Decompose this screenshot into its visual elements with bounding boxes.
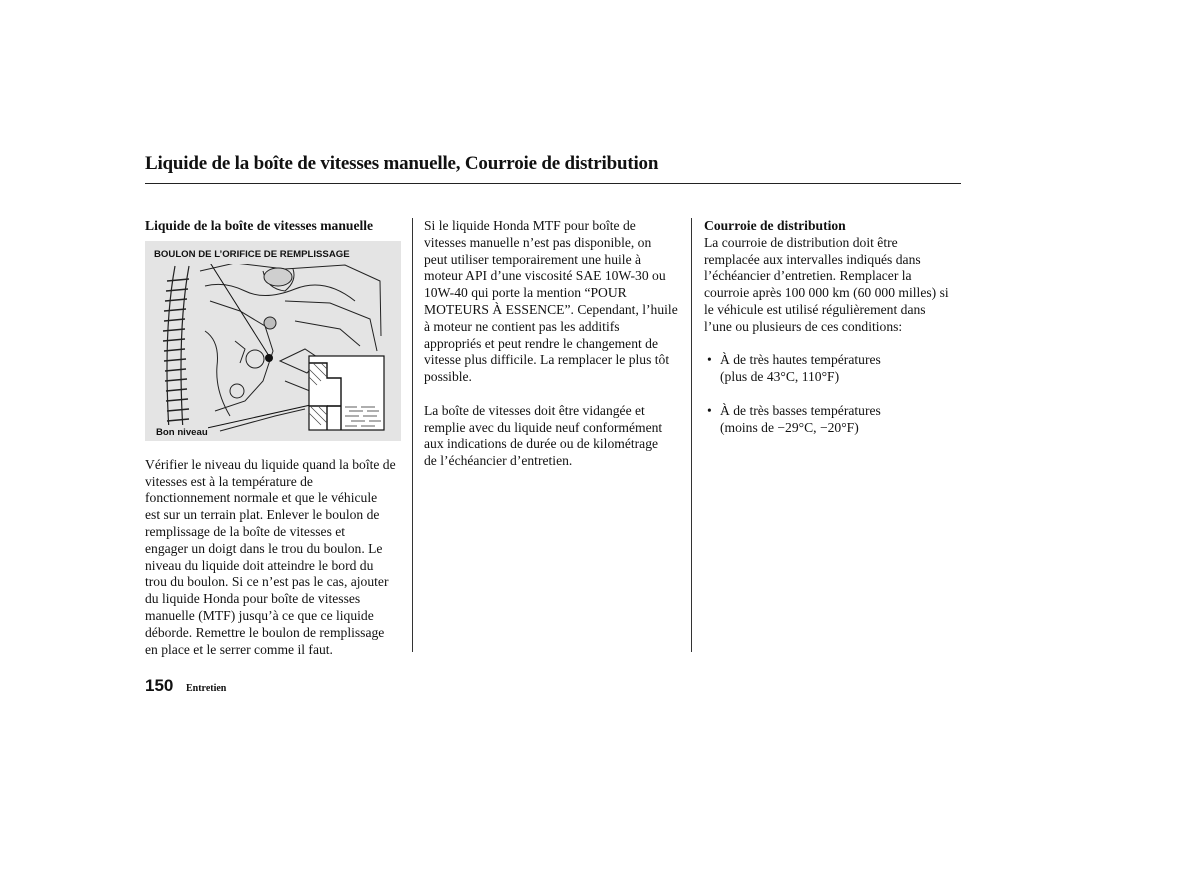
column-divider	[691, 218, 692, 652]
section-heading-mtf: Liquide de la boîte de vitesses manuelle	[145, 218, 374, 233]
bullet-text: (plus de 43°C, 110°F)	[720, 369, 840, 385]
text-line: 10W-40 qui porte la mention “POUR	[424, 285, 627, 301]
column-1	[145, 218, 407, 658]
transmission-figure	[145, 241, 401, 441]
text-line: l’une ou plusieurs de ces conditions:	[704, 318, 903, 334]
bullet-item-high-temp	[704, 352, 959, 386]
text-line: appropriés et peut rendre le changement de	[424, 335, 659, 351]
text-line: le véhicule est utilisé régulièrement dans	[704, 301, 926, 317]
drain-refill-paragraph	[424, 403, 680, 470]
text-line: remplacée aux intervalles indiqués dans	[704, 251, 921, 267]
substitute-oil-paragraph	[424, 218, 680, 386]
text-line: à moteur ne contient pas les additifs	[424, 318, 620, 334]
bullet-text: (moins de −29°C, −20°F)	[720, 419, 859, 435]
text-line: de l’échéancier d’entretien.	[424, 453, 573, 469]
bullet-icon: •	[707, 402, 712, 418]
column-3	[704, 218, 959, 436]
text-line: aux indications de durée ou de kilométrage	[424, 436, 659, 452]
page-number: 150	[145, 676, 174, 695]
bullet-item-low-temp	[704, 403, 959, 437]
section-name: Entretien	[186, 683, 227, 694]
text-line: niveau du liquide doit atteindre le bord du	[145, 557, 374, 573]
text-line: peut utiliser temporairement une huile à	[424, 251, 642, 267]
text-line: l’échéancier d’entretien. Remplacer la	[704, 268, 912, 284]
correct-level-label: Bon niveau	[156, 425, 208, 441]
text-line: vitesses est à la température de	[145, 473, 313, 489]
text-line: remplissage de la boîte de vitesses et	[145, 523, 346, 539]
text-line: trou du boulon. Si ce n’est pas le cas, ajouter	[145, 574, 389, 590]
text-line: courroie après 100 000 km (60 000 milles) si	[704, 285, 949, 301]
text-line: moteur API d’une viscosité SAE 10W-30 ou	[424, 268, 666, 284]
text-line: vitesse plus difficile. La remplacer le plus tôt	[424, 352, 670, 368]
bullet-text: À de très basses températures	[720, 402, 881, 418]
text-line: Vérifier le niveau du liquide quand la boîte de	[145, 456, 396, 472]
bullet-text: À de très hautes températures	[720, 352, 881, 368]
column-divider	[412, 218, 413, 652]
engine-illustration	[145, 241, 401, 441]
fill-bolt-label: BOULON DE L’ORIFICE DE REMPLISSAGE	[154, 247, 350, 264]
text-line: engager un doigt dans le trou du boulon. Le	[145, 540, 383, 556]
text-line: du liquide Honda pour boîte de vitesses	[145, 591, 361, 607]
text-line: est sur un terrain plat. Enlever le boulon de	[145, 507, 380, 523]
text-line: fonctionnement normale et que le véhicule	[145, 490, 378, 506]
section-heading-timing-belt: Courroie de distribution	[704, 218, 846, 233]
text-line: Si le liquide Honda MTF pour boîte de	[424, 218, 636, 233]
text-line: possible.	[424, 369, 472, 385]
bullet-icon: •	[707, 352, 712, 368]
text-line: remplie avec du liquide neuf conformément	[424, 419, 663, 435]
text-line: vitesses manuelle n’est pas disponible, on	[424, 234, 652, 250]
mtf-check-paragraph	[145, 457, 407, 659]
text-line: en place et le serrer comme il faut.	[145, 641, 333, 657]
text-line: MOTEURS À ESSENCE”. Cependant, l’huile	[424, 301, 678, 317]
text-line: La boîte de vitesses doit être vidangée et	[424, 402, 645, 418]
text-line: La courroie de distribution doit être	[704, 234, 898, 250]
title-rule	[145, 183, 961, 184]
page-title: Liquide de la boîte de vitesses manuelle, Courroie de distribution	[145, 153, 659, 174]
timing-belt-paragraph	[704, 235, 959, 336]
text-line: manuelle (MTF) jusqu’à ce que ce liquide	[145, 607, 374, 623]
text-line: déborde. Remettre le boulon de remplissage	[145, 624, 385, 640]
column-2	[424, 218, 680, 470]
